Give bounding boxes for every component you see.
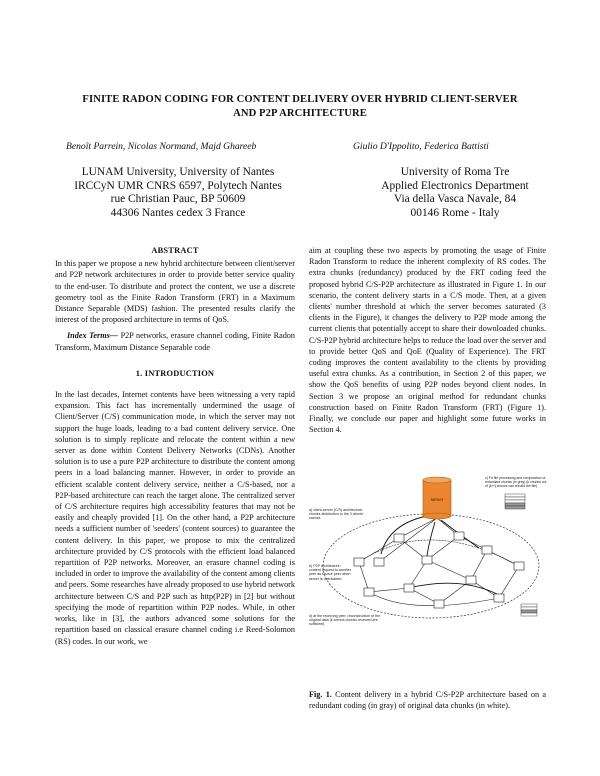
peer-node xyxy=(482,546,492,554)
peer-node xyxy=(364,588,374,596)
peer-nodes xyxy=(354,532,524,608)
affiliation-right-line: Applied Electronics Department xyxy=(381,179,529,192)
peer-node xyxy=(354,558,364,566)
figure-1-diagram xyxy=(309,476,549,641)
introduction-text: In the last decades, Internet contents have been witnessing a very rapid expansion. This fact has incrementally undermined the usage of Client/Server (C/S) communication mode, in which the server may not support the huge loads, leading to a bad content delivery service. One solution is to simply replicate and relocate the content within a new server as done within Content Delivery Networks (CDNs). Another solution is to use a pure P2P architecture to distribute the content among peers in a load balancing manner. However, in order to provide an efficient scalable content delivery service, neither a C/S-based, nor a P2P-based architecture can reach the target alone. The centralized server of C/S architecture requires high accessibility features that may not be easily and cheaply provided [1]. On the other hand, a P2P architecture needs a sufficient number of 'seeders' (content sources) to guarantee the content delivery. In this paper, we propose to mix the centralized architecture provided by C/S protocols with the efficient load balanced repartition of P2P networks. Moreover, an erasure channel coding is included in order to improve the availability of the content among clients and peers. Some researches have already proposed to use hybrid network architecture between C/S and P2P such as http(P2P) in [2] but without specifying the mode of repartition within P2P nodes. While, in other works, like in [3], the authors advanced some solutions for the repartition based on classical erasure channel coding i.e Reed-Solomon (RS) codes. In our work, we xyxy=(55,390,295,646)
index-terms xyxy=(55,330,295,352)
peer-node xyxy=(454,532,464,540)
caption-label: Fig. 1. xyxy=(309,690,332,699)
server-top xyxy=(423,477,451,483)
server-label: server xyxy=(430,497,444,502)
authors-right: Giulio D'Ippolito, Federica Battisti xyxy=(353,141,489,152)
chunk xyxy=(505,500,525,503)
arrow xyxy=(409,583,497,594)
affiliation-right-line: Via della Vasca Navale, 84 xyxy=(393,193,517,206)
annotation-c: c) Frt file processing and computation of redundant chunks (in gray) (k chunks out of (k+r) chunks can rebuild the file) xyxy=(485,476,547,488)
affiliation-left-line: IRCCyN UMR CNRS 6597, Polytech Nantes xyxy=(74,179,282,192)
chunk-grid-peer xyxy=(521,604,537,616)
peer-node xyxy=(494,594,504,602)
link xyxy=(499,566,519,598)
chunk xyxy=(505,503,525,506)
left-column xyxy=(55,245,295,647)
affiliation-left xyxy=(48,166,308,220)
server-icon xyxy=(423,477,451,519)
authors-left: Benoît Parrein, Nicolas Normand, Majd Ghareeb xyxy=(66,141,257,152)
chunk xyxy=(521,613,537,616)
link xyxy=(359,562,369,592)
affiliation-right-line: 00146 Rome - Italy xyxy=(410,206,500,219)
annotation-a-wrap xyxy=(309,508,364,534)
peer-node xyxy=(394,534,404,542)
link xyxy=(369,588,409,592)
affiliation-left-line: LUNAM University, University of Nantes xyxy=(81,166,275,178)
affiliation-left-line: rue Christian Pauc, BP 50609 xyxy=(110,193,246,206)
affiliation-left-line: 44306 Nantes cedex 3 France xyxy=(110,206,246,219)
delivery-arrows xyxy=(381,516,497,594)
peer-node xyxy=(514,562,524,570)
chunk xyxy=(521,610,537,613)
server-bottom xyxy=(423,513,451,519)
chunk xyxy=(505,497,525,500)
arrow xyxy=(427,522,435,556)
index-terms-label: Index Terms— xyxy=(67,331,118,341)
right-column xyxy=(309,245,546,435)
abstract-heading: ABSTRACT xyxy=(151,246,199,255)
index-terms-text: P2P networks, erasure channel coding, Finite Radon Transform, Maximum Distance Separable code xyxy=(55,331,295,352)
peer-node xyxy=(422,556,432,564)
chunk-grid-server xyxy=(505,494,525,509)
link xyxy=(427,560,471,580)
peer-node xyxy=(374,558,384,566)
link xyxy=(471,550,487,580)
chunk xyxy=(505,494,525,497)
annotation-d-wrap xyxy=(309,614,387,638)
paper-title xyxy=(40,93,560,121)
annotation-a: a) client-server (C/S) architecture: chunks distribution to the 3 clients' caches xyxy=(309,508,364,521)
affiliation-right-line: University of Roma Tre xyxy=(400,166,510,178)
annotation-b-wrap xyxy=(309,564,351,598)
caption-text: Content delivery in a hybrid C/S-P2P architecture based on a redundant coding (in gray) of original data chunks (in white). xyxy=(309,690,546,711)
figure-1-caption xyxy=(309,689,546,711)
annotation-c-wrap xyxy=(485,476,547,494)
introduction-heading: 1. INTRODUCTION xyxy=(135,368,215,378)
peer-node xyxy=(434,600,444,608)
affiliation-right xyxy=(330,166,580,220)
peer-node xyxy=(466,576,476,584)
annotation-b: b) P2P architecture: content request to another peer as source peer when server is overloaded xyxy=(309,564,351,581)
title-line-1: FINITE RADON CODING FOR CONTENT DELIVERY OVER HYBRID CLIENT-SERVER xyxy=(82,94,518,105)
peer-node xyxy=(404,584,414,592)
chunk xyxy=(521,607,537,610)
abstract-text: In this paper we propose a new hybrid architecture between client/server and P2P network architectures in order to provide better service quality to the end-user. To distribute and protect the content, we use a discrete geometry tool as the Finite Radon Transform (FRT) in a Maximum Distance Separable (MDS) fashion. The presented results clarify the interest of the proposed architecture in terms of QoS. xyxy=(55,259,295,325)
title-line-2: AND P2P ARCHITECTURE xyxy=(233,108,367,119)
chunk xyxy=(521,604,537,607)
annotation-d: d) at the receiving peer, reconstruction of the original data (k correct chunks received are sufficient) xyxy=(309,614,381,627)
chunk xyxy=(505,506,525,509)
right-column-text: aim at coupling these two aspects by promoting the usage of Finite Radon Transform to reduce the inherent complexity of RS codes. The extra chunks (redundancy) produced by the FRT coding feed the proposed hybrid C/S-P2P architecture as illustrated in Figure 1. In our scenario, the content delivery starts in a C/S mode. Then, at a given clients' number threshold at which the server becomes saturated (3 clients in the Figure), it changes the delivery to P2P mode among the current clients that potentially accept to share their downloaded chunks. C/S-P2P hybrid architecture helps to reduce the load over the server and to provide better QoS and QoE (Quality of Experience). The FRT coding improves the content availability to the clients by providing useful extra chunks. As a contribution, in Section 2 of this paper, we show the QoS benefits of using P2P nodes beyond client nodes. In Section 3 we propose an original method for redundant chunks construction based on Finite Radon Transform (FRT) (Figure 1). Finally, we conclude our paper and highlight some future works in Section 4. xyxy=(309,246,546,435)
